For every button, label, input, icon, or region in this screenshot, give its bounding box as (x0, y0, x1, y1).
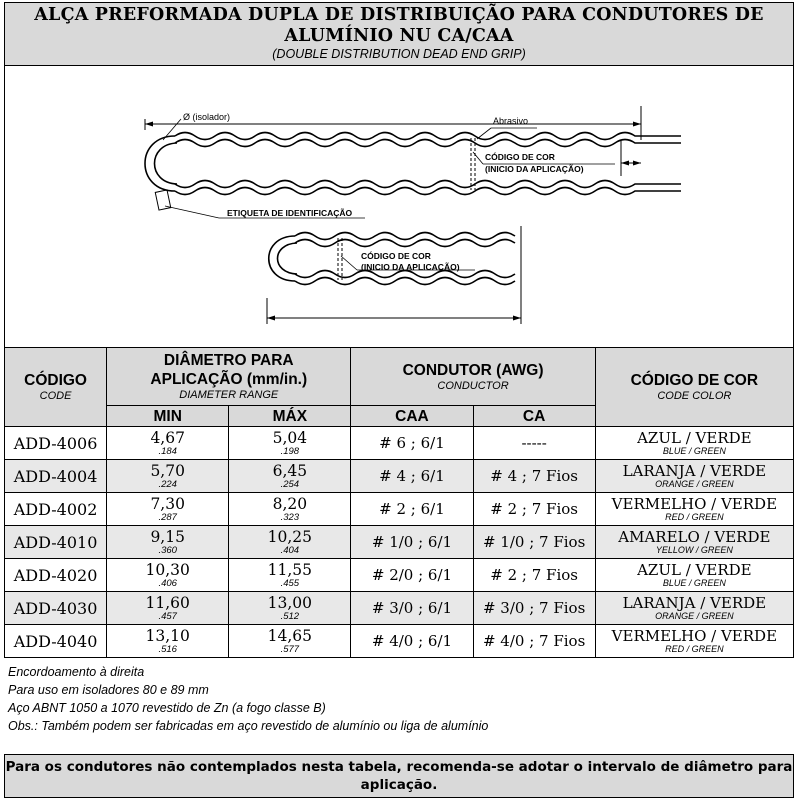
header-color-en: CODE COLOR (657, 390, 732, 402)
cell-max-in: .198 (280, 445, 300, 457)
header-color-label: CÓDIGO DE COR (630, 372, 759, 389)
cell-max-mm: 10,25 (267, 527, 313, 546)
label-insulator: Ø (isolador) (183, 112, 231, 122)
label-abrasive: Abrasivo (493, 116, 529, 126)
cell-min-in: .224 (158, 478, 177, 490)
cell-code: ADD-4010 (5, 526, 107, 559)
cell-color-pt: LARANJA / VERDE (622, 462, 767, 480)
header-code-label: CÓDIGO (24, 372, 87, 389)
cell-max (229, 493, 351, 526)
header-caa-label: CAA (395, 407, 429, 425)
cell-code: ADD-4020 (5, 559, 107, 592)
technical-drawing (4, 66, 794, 348)
cell-min-mm: 4,67 (150, 428, 185, 447)
cell-max (229, 460, 351, 493)
header-diameter-label: DIÂMETRO PARA APLICAÇÃO (mm/in.) (150, 352, 308, 388)
cell-min (107, 460, 229, 493)
cell-color (595, 592, 793, 625)
cell-max-in: .404 (280, 544, 300, 556)
header-diameter (107, 348, 351, 406)
cell-min-in: .406 (158, 577, 177, 589)
cell-color-en: BLUE / GREEN (662, 446, 726, 456)
cell-min-mm: 13,10 (145, 626, 190, 645)
cell-min-mm: 7,30 (150, 494, 185, 513)
cell-max-in: .455 (280, 577, 300, 589)
cell-ca: # 3/0 ; 7 Fios (473, 592, 595, 625)
cell-color-en: RED / GREEN (665, 512, 724, 522)
table-row (5, 526, 794, 559)
cell-min-mm: 10,30 (145, 560, 190, 579)
header-color (595, 348, 793, 427)
cell-color-en: YELLOW / GREEN (655, 545, 733, 555)
cell-max-mm: 11,55 (267, 560, 313, 579)
header-ca (473, 406, 595, 427)
table-row (5, 559, 794, 592)
cell-color-en: ORANGE / GREEN (655, 479, 734, 489)
cell-color (595, 559, 793, 592)
cell-max-in: .512 (280, 610, 300, 622)
cell-caa: # 3/0 ; 6/1 (351, 592, 473, 625)
cell-min-in: .287 (158, 511, 177, 523)
note-line: Para uso em isoladores 80 e 89 mm (8, 683, 209, 697)
header-max-label: MÁX (272, 407, 308, 425)
cell-color (595, 625, 793, 658)
cell-min (107, 625, 229, 658)
cell-max-mm: 5,04 (272, 428, 308, 447)
cell-caa: # 4/0 ; 6/1 (351, 625, 473, 658)
small-grip-drawing (267, 226, 521, 324)
cell-code: ADD-4002 (5, 493, 107, 526)
label-application-start-1: (INICIO DA APLICAÇÃO) (485, 164, 584, 174)
title-banner (4, 2, 794, 66)
cell-color-pt: VERMELHO / VERDE (611, 627, 778, 645)
cell-code: ADD-4030 (5, 592, 107, 625)
header-max (229, 406, 351, 427)
cell-max-in: .323 (280, 511, 300, 523)
cell-code: ADD-4004 (5, 460, 107, 493)
cell-ca: ----- (473, 427, 595, 460)
cell-max-in: .254 (280, 478, 300, 490)
cell-ca: # 2 ; 7 Fios (473, 493, 595, 526)
table-row (5, 592, 794, 625)
header-ca-label: CA (522, 407, 546, 425)
header-conductor (351, 348, 595, 406)
cell-max (229, 559, 351, 592)
table-row (5, 625, 794, 658)
notes (8, 663, 788, 735)
footer-note: Para os condutores não contemplados nesta tabela, recomenda-se adotar o intervalo de diâmetro para aplicação. (4, 754, 794, 798)
cell-caa: # 2/0 ; 6/1 (351, 559, 473, 592)
table-row (5, 493, 794, 526)
cell-min-in: .516 (158, 643, 177, 655)
cell-max (229, 526, 351, 559)
header-conductor-en: CONDUCTOR (437, 379, 509, 392)
label-color-code-1: CÓDIGO DE COR (485, 152, 555, 162)
cell-min-mm: 11,60 (145, 593, 190, 612)
cell-color (595, 526, 793, 559)
cell-ca: # 4/0 ; 7 Fios (473, 625, 595, 658)
spec-table (4, 347, 794, 658)
header-caa (351, 406, 473, 427)
cell-min-mm: 9,15 (150, 527, 185, 546)
cell-color-en: ORANGE / GREEN (655, 611, 734, 621)
cell-max (229, 625, 351, 658)
cell-color-pt: AZUL / VERDE (637, 561, 752, 579)
cell-color (595, 460, 793, 493)
cell-caa: # 6 ; 6/1 (351, 427, 473, 460)
page-title: ALÇA PREFORMADA DUPLA DE DISTRIBUIÇÃO PARA CONDUTORES DE ALUMÍNIO NU CA/CAA (34, 5, 764, 46)
note-line: Obs.: Também podem ser fabricadas em aço revestido de alumínio ou liga de alumínio (8, 719, 489, 733)
cell-color-pt: AMARELO / VERDE (618, 528, 771, 546)
cell-ca: # 4 ; 7 Fios (473, 460, 595, 493)
cell-ca: # 2 ; 7 Fios (473, 559, 595, 592)
table-row (5, 460, 794, 493)
cell-max-in: .577 (280, 643, 300, 655)
cell-caa: # 4 ; 6/1 (351, 460, 473, 493)
cell-min (107, 592, 229, 625)
cell-min (107, 559, 229, 592)
cell-min (107, 493, 229, 526)
cell-max-mm: 13,00 (267, 593, 313, 612)
cell-max-mm: 8,20 (272, 494, 308, 513)
header-diameter-en: DIAMETER RANGE (179, 389, 279, 401)
cell-caa: # 1/0 ; 6/1 (351, 526, 473, 559)
large-grip-drawing (145, 106, 681, 218)
cell-max (229, 592, 351, 625)
cell-max-mm: 14,65 (267, 626, 313, 645)
spec-table-body (5, 427, 794, 658)
cell-min-in: .184 (158, 445, 177, 457)
header-code (5, 348, 107, 427)
cell-caa: # 2 ; 6/1 (351, 493, 473, 526)
header-min (107, 406, 229, 427)
label-color-code-2: CÓDIGO DE COR (361, 251, 431, 261)
cell-code: ADD-4006 (5, 427, 107, 460)
note-line: Encordoamento à direita (8, 665, 145, 679)
cell-color-en: BLUE / GREEN (662, 578, 726, 588)
cell-min-mm: 5,70 (150, 461, 185, 480)
cell-color-pt: VERMELHO / VERDE (611, 495, 778, 513)
cell-color (595, 493, 793, 526)
cell-ca: # 1/0 ; 7 Fios (473, 526, 595, 559)
cell-code: ADD-4040 (5, 625, 107, 658)
header-min-label: MIN (153, 407, 182, 425)
header-code-en: CODE (39, 390, 72, 402)
cell-min-in: .360 (158, 544, 177, 556)
cell-max (229, 427, 351, 460)
cell-color (595, 427, 793, 460)
grip-drawing-svg (5, 66, 795, 348)
cell-min (107, 526, 229, 559)
cell-color-en: RED / GREEN (665, 644, 724, 654)
table-row (5, 427, 794, 460)
page-subtitle: (DOUBLE DISTRIBUTION DEAD END GRIP) (272, 47, 526, 61)
cell-max-mm: 6,45 (272, 461, 308, 480)
cell-min (107, 427, 229, 460)
label-id-tag: ETIQUETA DE IDENTIFICAÇÃO (227, 208, 353, 218)
header-conductor-label: CONDUTOR (AWG) (402, 361, 544, 379)
cell-color-pt: LARANJA / VERDE (622, 594, 767, 612)
note-line: Aço ABNT 1050 a 1070 revestido de Zn (a fogo classe B) (8, 701, 326, 715)
label-application-start-2: (INICIO DA APLICAÇÃO) (361, 262, 460, 272)
cell-min-in: .457 (158, 610, 177, 622)
cell-color-pt: AZUL / VERDE (637, 429, 752, 447)
